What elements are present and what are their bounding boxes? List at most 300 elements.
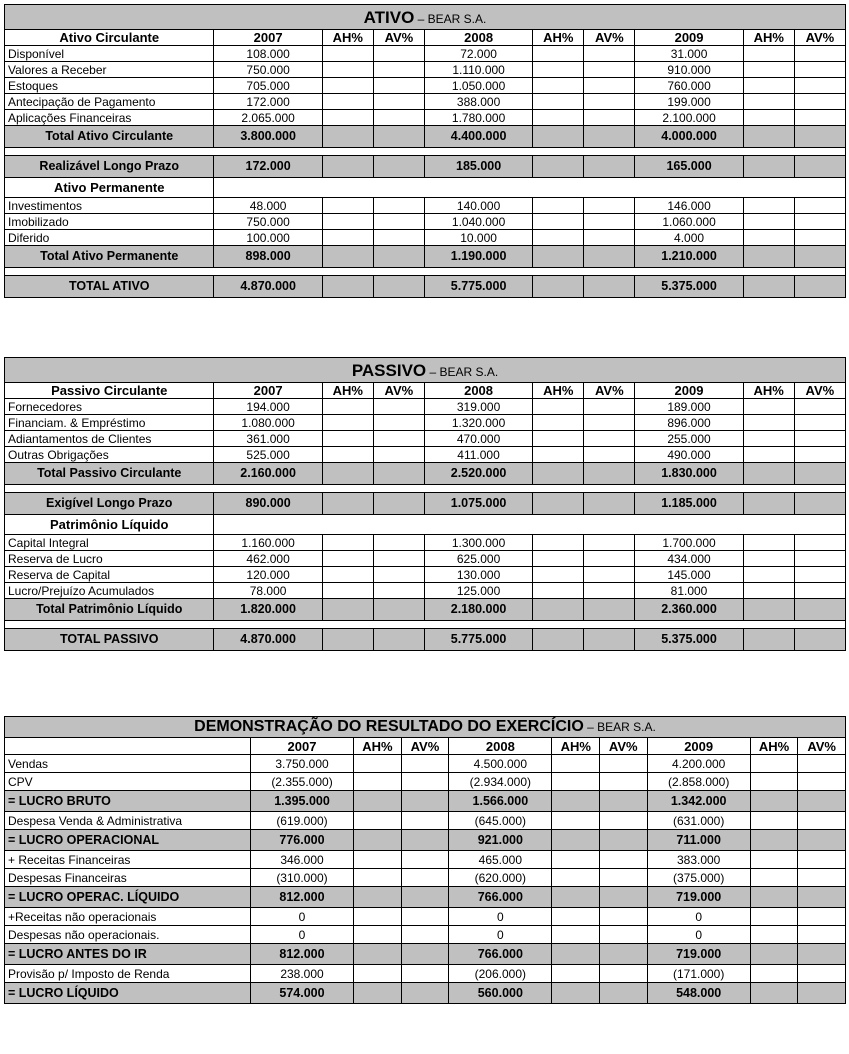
ah-cell <box>552 755 600 773</box>
value-cell-2009: 711.000 <box>647 830 750 851</box>
value-cell-2008: 766.000 <box>449 944 552 965</box>
ah-cell <box>750 869 798 887</box>
value-cell-2008: 5.775.000 <box>424 629 532 651</box>
ah-cell <box>533 246 584 268</box>
av-cell <box>584 493 635 515</box>
table-row <box>5 851 846 869</box>
value-cell-2008: 1.040.000 <box>424 214 532 230</box>
value-cell-2008: 766.000 <box>449 887 552 908</box>
value-cell-2007: 812.000 <box>250 887 353 908</box>
av-cell <box>584 126 635 148</box>
ah-cell <box>743 276 794 298</box>
value-cell-2009: (171.000) <box>647 965 750 983</box>
ah-cell <box>354 926 402 944</box>
av-cell <box>584 78 635 94</box>
grand-total-row <box>5 276 846 298</box>
av-cell <box>584 198 635 214</box>
value-cell-2008: 560.000 <box>449 983 552 1004</box>
row-label: Lucro/Prejuízo Acumulados <box>5 583 214 599</box>
value-cell-2008: 1.300.000 <box>424 535 532 551</box>
value-cell-2008: 1.780.000 <box>424 110 532 126</box>
av-cell <box>584 599 635 621</box>
av-cell <box>373 493 424 515</box>
title-row <box>5 5 846 30</box>
ah-cell <box>533 567 584 583</box>
value-cell-2008: 130.000 <box>424 567 532 583</box>
table-row <box>5 415 846 431</box>
av-cell <box>373 431 424 447</box>
av-cell <box>600 908 648 926</box>
value-cell-2008: 2.520.000 <box>424 463 532 485</box>
value-cell-2009: (375.000) <box>647 869 750 887</box>
ah-cell <box>750 944 798 965</box>
row-label: Provisão p/ Imposto de Renda <box>5 965 251 983</box>
value-cell-2008: 4.500.000 <box>449 755 552 773</box>
ah-cell <box>533 110 584 126</box>
ah-cell <box>552 869 600 887</box>
av-cell <box>373 629 424 651</box>
value-cell-2009: 4.200.000 <box>647 755 750 773</box>
ah-cell <box>322 214 373 230</box>
ah-cell <box>533 62 584 78</box>
ah-cell <box>552 851 600 869</box>
table-title-company: – BEAR S.A. <box>426 364 499 379</box>
ah-cell <box>743 463 794 485</box>
ah-cell <box>533 198 584 214</box>
spacer-cell <box>424 621 532 629</box>
spacer-cell <box>322 621 373 629</box>
row-label: Vendas <box>5 755 251 773</box>
av-cell <box>798 908 846 926</box>
av-cell <box>794 447 845 463</box>
ah-cell <box>322 46 373 62</box>
av-cell <box>794 198 845 214</box>
value-cell-2009: (2.858.000) <box>647 773 750 791</box>
av-cell <box>798 830 846 851</box>
table-row <box>5 965 846 983</box>
ah-cell <box>750 773 798 791</box>
passivo-body <box>5 358 846 651</box>
ah-cell <box>322 599 373 621</box>
av-cell <box>584 110 635 126</box>
column-header-ah: AH% <box>750 738 798 755</box>
av-cell <box>794 535 845 551</box>
value-cell-2009: 31.000 <box>635 46 743 62</box>
table-title <box>5 717 846 738</box>
value-cell-2007: 172.000 <box>214 156 322 178</box>
column-header-row <box>5 738 846 755</box>
value-cell-2009: (631.000) <box>647 812 750 830</box>
value-cell-2009: 189.000 <box>635 399 743 415</box>
ah-cell <box>743 415 794 431</box>
table-row <box>5 214 846 230</box>
title-row <box>5 717 846 738</box>
value-cell-2007: 78.000 <box>214 583 322 599</box>
av-cell <box>794 230 845 246</box>
av-cell <box>794 214 845 230</box>
value-cell-2009: 1.700.000 <box>635 535 743 551</box>
spacer-cell <box>322 268 373 276</box>
spacer-row <box>5 485 846 493</box>
ah-cell <box>533 78 584 94</box>
av-cell <box>798 773 846 791</box>
ah-cell <box>743 110 794 126</box>
av-cell <box>401 869 449 887</box>
spacer-cell <box>214 485 322 493</box>
value-cell-2007: 890.000 <box>214 493 322 515</box>
value-cell-2009: 1.830.000 <box>635 463 743 485</box>
table-title <box>5 358 846 383</box>
av-cell <box>373 415 424 431</box>
dre-body <box>5 717 846 1004</box>
value-cell-2007: 812.000 <box>250 944 353 965</box>
dre-table <box>4 716 846 1004</box>
spacer-cell <box>584 268 635 276</box>
av-cell <box>373 535 424 551</box>
value-cell-2008: 1.320.000 <box>424 415 532 431</box>
av-cell <box>794 431 845 447</box>
ah-cell <box>322 629 373 651</box>
av-cell <box>794 567 845 583</box>
ah-cell <box>552 812 600 830</box>
value-cell-2008: (620.000) <box>449 869 552 887</box>
total-row <box>5 887 846 908</box>
ah-cell <box>322 535 373 551</box>
value-cell-2007: 346.000 <box>250 851 353 869</box>
spacer-cell <box>5 268 214 276</box>
av-cell <box>798 851 846 869</box>
value-cell-2009: 896.000 <box>635 415 743 431</box>
value-cell-2009: 1.342.000 <box>647 791 750 812</box>
ah-cell <box>743 447 794 463</box>
column-header-label <box>5 738 251 755</box>
table-row <box>5 431 846 447</box>
av-cell <box>401 944 449 965</box>
ah-cell <box>533 463 584 485</box>
value-cell-2008: 625.000 <box>424 551 532 567</box>
ah-cell <box>750 812 798 830</box>
total-row <box>5 830 846 851</box>
av-cell <box>798 926 846 944</box>
av-cell <box>401 983 449 1004</box>
value-cell-2007: 4.870.000 <box>214 276 322 298</box>
value-cell-2009: 1.060.000 <box>635 214 743 230</box>
ah-cell <box>354 830 402 851</box>
table-row <box>5 755 846 773</box>
av-cell <box>798 755 846 773</box>
value-cell-2007: 3.800.000 <box>214 126 322 148</box>
ah-cell <box>354 755 402 773</box>
av-cell <box>584 214 635 230</box>
row-label: Fornecedores <box>5 399 214 415</box>
value-cell-2008: 10.000 <box>424 230 532 246</box>
ah-cell <box>743 126 794 148</box>
ah-cell <box>743 535 794 551</box>
ah-cell <box>743 156 794 178</box>
spacer-cell <box>373 621 424 629</box>
av-cell <box>584 583 635 599</box>
ah-cell <box>552 773 600 791</box>
column-header-av: AV% <box>794 383 845 399</box>
value-cell-2009: 719.000 <box>647 944 750 965</box>
value-cell-2007: (2.355.000) <box>250 773 353 791</box>
ah-cell <box>743 629 794 651</box>
ah-cell <box>743 246 794 268</box>
av-cell <box>794 629 845 651</box>
row-label: Investimentos <box>5 198 214 214</box>
ah-cell <box>354 887 402 908</box>
value-cell-2007: 574.000 <box>250 983 353 1004</box>
table-row <box>5 567 846 583</box>
spacer-cell <box>743 485 794 493</box>
ah-cell <box>322 94 373 110</box>
spacer-cell <box>322 148 373 156</box>
value-cell-2007: 4.870.000 <box>214 629 322 651</box>
column-header-av: AV% <box>584 30 635 46</box>
column-header-year: 2009 <box>635 30 743 46</box>
ah-cell <box>533 535 584 551</box>
av-cell <box>373 110 424 126</box>
ah-cell <box>743 583 794 599</box>
row-label: = LUCRO OPERACIONAL <box>5 830 251 851</box>
av-cell <box>373 447 424 463</box>
av-cell <box>600 830 648 851</box>
row-label: Total Passivo Circulante <box>5 463 214 485</box>
table-row <box>5 908 846 926</box>
value-cell-2008: 1.566.000 <box>449 791 552 812</box>
row-label: Antecipação de Pagamento <box>5 94 214 110</box>
av-cell <box>401 887 449 908</box>
av-cell <box>794 599 845 621</box>
spacer-cell <box>533 268 584 276</box>
ah-cell <box>322 230 373 246</box>
ah-cell <box>322 447 373 463</box>
spacer-cell <box>794 621 845 629</box>
spacer-row <box>5 148 846 156</box>
spacer-cell <box>373 268 424 276</box>
value-cell-2007: 108.000 <box>214 46 322 62</box>
column-header-ah: AH% <box>322 30 373 46</box>
ativo-body <box>5 5 846 298</box>
value-cell-2008: 4.400.000 <box>424 126 532 148</box>
av-cell <box>373 94 424 110</box>
av-cell <box>798 887 846 908</box>
value-cell-2009: 490.000 <box>635 447 743 463</box>
av-cell <box>401 830 449 851</box>
value-cell-2008: 140.000 <box>424 198 532 214</box>
value-cell-2007: 2.160.000 <box>214 463 322 485</box>
value-cell-2008: 1.050.000 <box>424 78 532 94</box>
ah-cell <box>552 944 600 965</box>
ah-cell <box>322 415 373 431</box>
av-cell <box>584 156 635 178</box>
ah-cell <box>322 399 373 415</box>
av-cell <box>794 94 845 110</box>
subsection-empty <box>214 515 846 535</box>
av-cell <box>600 869 648 887</box>
value-cell-2009: 4.000.000 <box>635 126 743 148</box>
column-header-year: 2008 <box>424 383 532 399</box>
av-cell <box>600 887 648 908</box>
spacer-cell <box>5 148 214 156</box>
value-cell-2009: 0 <box>647 926 750 944</box>
spacer-cell <box>214 148 322 156</box>
value-cell-2008: 465.000 <box>449 851 552 869</box>
subsection-row <box>5 515 846 535</box>
value-cell-2009: 5.375.000 <box>635 276 743 298</box>
value-cell-2007: 361.000 <box>214 431 322 447</box>
row-label: Diferido <box>5 230 214 246</box>
ah-cell <box>552 926 600 944</box>
row-label: Valores a Receber <box>5 62 214 78</box>
av-cell <box>584 94 635 110</box>
ah-cell <box>750 965 798 983</box>
column-header-row <box>5 30 846 46</box>
av-cell <box>794 46 845 62</box>
value-cell-2007: (619.000) <box>250 812 353 830</box>
av-cell <box>794 493 845 515</box>
value-cell-2008: 1.110.000 <box>424 62 532 78</box>
ah-cell <box>743 214 794 230</box>
av-cell <box>794 62 845 78</box>
ah-cell <box>322 583 373 599</box>
av-cell <box>600 944 648 965</box>
total-row <box>5 944 846 965</box>
value-cell-2007: 776.000 <box>250 830 353 851</box>
av-cell <box>584 415 635 431</box>
av-cell <box>794 110 845 126</box>
av-cell <box>798 983 846 1004</box>
column-header-year: 2007 <box>214 383 322 399</box>
av-cell <box>600 812 648 830</box>
av-cell <box>373 230 424 246</box>
av-cell <box>401 908 449 926</box>
ativo-table <box>4 4 846 298</box>
ah-cell <box>533 156 584 178</box>
value-cell-2007: 462.000 <box>214 551 322 567</box>
column-header-year: 2008 <box>424 30 532 46</box>
spacer-cell <box>373 485 424 493</box>
av-cell <box>401 812 449 830</box>
av-cell <box>794 78 845 94</box>
ah-cell <box>750 755 798 773</box>
value-cell-2008: 125.000 <box>424 583 532 599</box>
value-cell-2009: 146.000 <box>635 198 743 214</box>
spacer-cell <box>214 621 322 629</box>
ah-cell <box>533 415 584 431</box>
row-label: = LUCRO OPERAC. LÍQUIDO <box>5 887 251 908</box>
ah-cell <box>552 791 600 812</box>
ah-cell <box>750 983 798 1004</box>
row-label: Total Patrimônio Líquido <box>5 599 214 621</box>
row-label: Outras Obrigações <box>5 447 214 463</box>
av-cell <box>401 926 449 944</box>
av-cell <box>794 276 845 298</box>
ah-cell <box>743 493 794 515</box>
value-cell-2008: 0 <box>449 926 552 944</box>
value-cell-2007: (310.000) <box>250 869 353 887</box>
spacer-cell <box>533 621 584 629</box>
row-label: Despesas não operacionais. <box>5 926 251 944</box>
ah-cell <box>354 773 402 791</box>
total-row <box>5 156 846 178</box>
ah-cell <box>552 830 600 851</box>
ah-cell <box>750 830 798 851</box>
subsection-label: Ativo Permanente <box>5 178 214 198</box>
value-cell-2009: 81.000 <box>635 583 743 599</box>
spacer-row <box>5 621 846 629</box>
av-cell <box>798 944 846 965</box>
column-header-year: 2009 <box>647 738 750 755</box>
ah-cell <box>322 276 373 298</box>
ah-cell <box>552 887 600 908</box>
spacer-cell <box>424 485 532 493</box>
total-row <box>5 246 846 268</box>
av-cell <box>373 276 424 298</box>
ah-cell <box>354 965 402 983</box>
av-cell <box>373 214 424 230</box>
av-cell <box>584 230 635 246</box>
value-cell-2007: 898.000 <box>214 246 322 268</box>
column-header-year: 2007 <box>250 738 353 755</box>
av-cell <box>600 965 648 983</box>
column-header-av: AV% <box>373 30 424 46</box>
table-title <box>5 5 846 30</box>
spacer-cell <box>635 621 743 629</box>
ah-cell <box>322 198 373 214</box>
ah-cell <box>743 62 794 78</box>
value-cell-2008: 1.075.000 <box>424 493 532 515</box>
row-label: Aplicações Financeiras <box>5 110 214 126</box>
spacer-cell <box>5 485 214 493</box>
spacer-cell <box>743 621 794 629</box>
total-row <box>5 599 846 621</box>
ah-cell <box>533 94 584 110</box>
ah-cell <box>743 431 794 447</box>
ah-cell <box>533 599 584 621</box>
value-cell-2007: 1.160.000 <box>214 535 322 551</box>
av-cell <box>584 246 635 268</box>
value-cell-2009: 383.000 <box>647 851 750 869</box>
value-cell-2008: (2.934.000) <box>449 773 552 791</box>
ah-cell <box>322 493 373 515</box>
av-cell <box>794 246 845 268</box>
ah-cell <box>533 551 584 567</box>
value-cell-2008: 470.000 <box>424 431 532 447</box>
av-cell <box>794 551 845 567</box>
title-row <box>5 358 846 383</box>
spacer-cell <box>533 485 584 493</box>
table-row <box>5 926 846 944</box>
value-cell-2009: 1.185.000 <box>635 493 743 515</box>
ah-cell <box>533 230 584 246</box>
value-cell-2007: 0 <box>250 908 353 926</box>
column-header-label: Passivo Circulante <box>5 383 214 399</box>
row-label: Reserva de Lucro <box>5 551 214 567</box>
spacer-cell <box>794 268 845 276</box>
value-cell-2009: 1.210.000 <box>635 246 743 268</box>
spacer-cell <box>424 148 532 156</box>
ah-cell <box>743 46 794 62</box>
ah-cell <box>322 463 373 485</box>
value-cell-2009: 910.000 <box>635 62 743 78</box>
ah-cell <box>743 94 794 110</box>
av-cell <box>798 812 846 830</box>
row-label: Reserva de Capital <box>5 567 214 583</box>
column-header-av: AV% <box>798 738 846 755</box>
value-cell-2007: 172.000 <box>214 94 322 110</box>
value-cell-2008: 5.775.000 <box>424 276 532 298</box>
